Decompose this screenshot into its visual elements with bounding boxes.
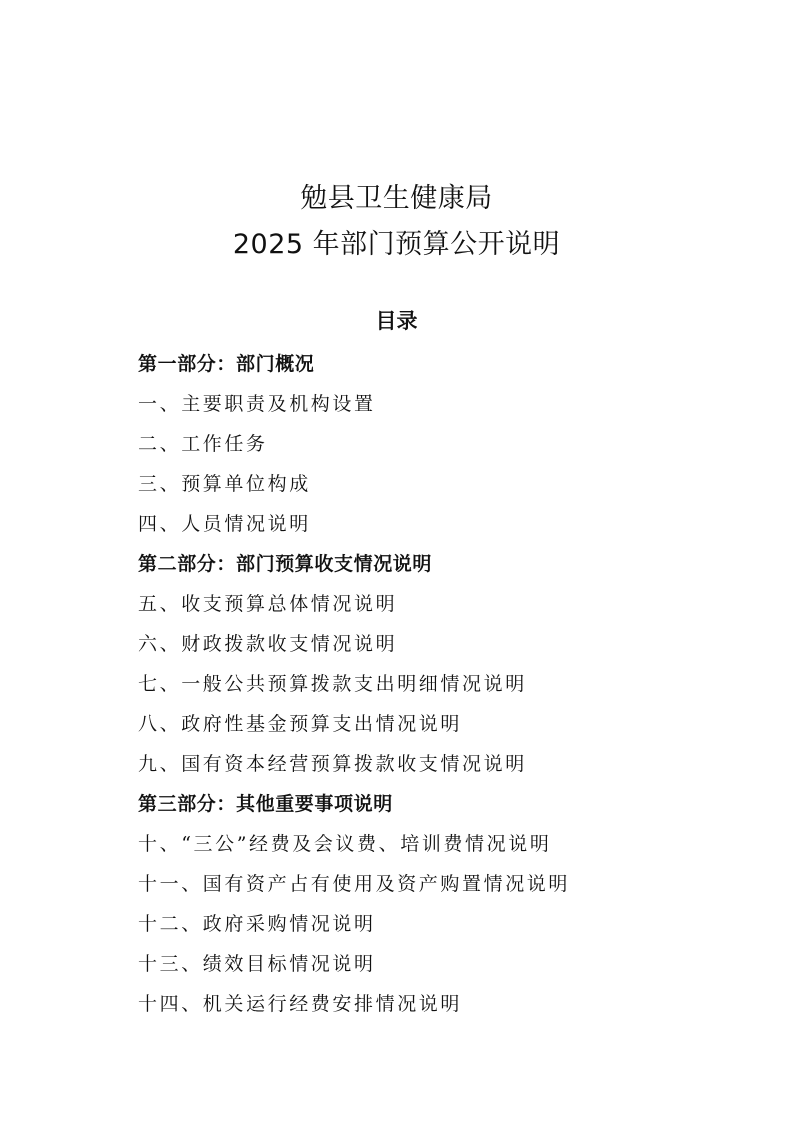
toc-item: 十、“三公”经费及会议费、培训费情况说明 <box>138 833 552 855</box>
toc-item: 二、工作任务 <box>138 433 268 455</box>
toc-item: 七、一般公共预算拨款支出明细情况说明 <box>138 673 527 695</box>
toc-heading: 目录 <box>375 309 418 333</box>
toc-item: 九、国有资本经营预算拨款收支情况说明 <box>138 753 527 775</box>
title-line-1: 勉县卫生健康局 <box>300 183 493 214</box>
toc-item: 十四、机关运行经费安排情况说明 <box>138 993 463 1015</box>
toc-item: 三、预算单位构成 <box>138 473 311 495</box>
table-of-contents <box>138 344 758 1024</box>
title-line-2: 2025 年部门预算公开说明 <box>232 229 561 260</box>
toc-item: 十三、绩效目标情况说明 <box>138 953 376 975</box>
toc-item: 十二、政府采购情况说明 <box>138 913 376 935</box>
toc-item: 八、政府性基金预算支出情况说明 <box>138 713 463 735</box>
toc-item: 四、人员情况说明 <box>138 513 311 535</box>
toc-part-3: 第三部分：其他重要事项说明 <box>138 793 393 815</box>
toc-item: 六、财政拨款收支情况说明 <box>138 633 398 655</box>
toc-item: 一、主要职责及机构设置 <box>138 393 376 415</box>
document-title <box>0 176 793 268</box>
toc-item: 十一、国有资产占有使用及资产购置情况说明 <box>138 873 571 895</box>
toc-item: 五、收支预算总体情况说明 <box>138 593 398 615</box>
toc-part-2: 第二部分：部门预算收支情况说明 <box>138 553 433 575</box>
toc-part-1: 第一部分：部门概况 <box>138 353 315 375</box>
